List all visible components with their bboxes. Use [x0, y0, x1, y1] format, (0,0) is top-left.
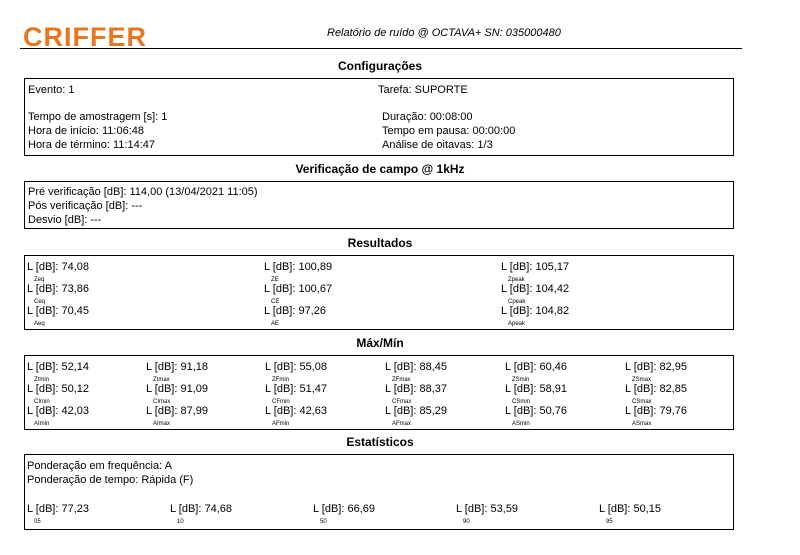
maxmin-value: L [dB]: 88,45: [385, 361, 447, 373]
maxmin-value: L [dB]: 91,18: [146, 361, 208, 373]
resultado-subscript: CE: [271, 299, 280, 305]
resultado-value: L [dB]: 100,89: [264, 261, 333, 273]
estatisticos-box: [24, 454, 734, 530]
section-title-maxmin: Máx/Mín: [356, 336, 404, 350]
resultado-value: L [dB]: 73,86: [27, 283, 89, 295]
estatistico-subscript: 10: [177, 519, 184, 525]
estatistico-value: L [dB]: 77,23: [27, 503, 89, 515]
maxmin-value: L [dB]: 87,99: [146, 405, 208, 417]
resultado-value: L [dB]: 97,26: [264, 305, 326, 317]
resultado-value: L [dB]: 70,45: [27, 305, 89, 317]
resultado-subscript: Zeq: [34, 277, 45, 283]
resultado-value: L [dB]: 74,08: [27, 261, 89, 273]
maxmin-subscript: ZSmin: [512, 377, 530, 383]
maxmin-value: L [dB]: 82,95: [625, 361, 687, 373]
resultado-subscript: Ceq: [34, 299, 46, 305]
maxmin-subscript: AImax: [153, 421, 171, 427]
resultado-subscript: Apeak: [508, 321, 526, 327]
pos-verificacao-text: Pós verificação [dB]: ---: [28, 200, 143, 212]
maxmin-subscript: ZSmax: [632, 377, 652, 383]
maxmin-subscript: CSmin: [512, 399, 531, 405]
pre-verificacao-text: Pré verificação [dB]: 114,00 (13/04/2021 11:05): [28, 186, 258, 198]
section-title-configuracoes: Configurações: [337, 59, 422, 73]
maxmin-value: L [dB]: 50,12: [27, 383, 89, 395]
desvio-text: Desvio [dB]: ---: [28, 214, 102, 226]
ponderacao-frequencia-text: Ponderação em frequência: A: [27, 460, 172, 472]
maxmin-value: L [dB]: 42,63: [265, 405, 327, 417]
maxmin-value: L [dB]: 82,85: [625, 383, 687, 395]
hora-termino-text: Hora de término: 11:14:47: [28, 139, 155, 151]
duracao-text: Duração: 00:08:00: [382, 111, 473, 123]
maxmin-subscript: Ztmin: [34, 377, 49, 383]
estatistico-value: L [dB]: 74,68: [170, 503, 232, 515]
maxmin-value: L [dB]: 51,47: [265, 383, 327, 395]
resultados-box: [24, 255, 734, 330]
maxmin-value: L [dB]: 79,76: [625, 405, 687, 417]
resultado-subscript: AE: [271, 321, 280, 327]
maxmin-value: L [dB]: 58,91: [505, 383, 567, 395]
estatistico-value: L [dB]: 66,69: [313, 503, 375, 515]
estatistico-subscript: 50: [320, 519, 327, 525]
resultado-subscript: Cpeak: [508, 299, 526, 305]
tarefa-text: Tarefa: SUPORTE: [378, 84, 468, 96]
tempo-amostragem-text: Tempo de amostragem [s]: 1: [28, 111, 168, 123]
section-title-estatisticos: Estatísticos: [346, 435, 414, 449]
criffer-logo: CRIFFER: [23, 22, 147, 52]
ponderacao-tempo-text: Ponderação de tempo: Rápida (F): [27, 474, 194, 486]
maxmin-value: L [dB]: 50,76: [505, 405, 567, 417]
maxmin-subscript: AFmax: [392, 421, 412, 427]
maxmin-subscript: AImin: [34, 421, 50, 427]
verificacao-box: [24, 181, 734, 229]
analise-oitavas-text: Análise de oitavas: 1/3: [382, 139, 493, 151]
maxmin-subscript: AFmin: [272, 421, 290, 427]
maxmin-subscript: ZFmax: [392, 377, 411, 383]
hora-inicio-text: Hora de início: 11:06:48: [28, 125, 144, 137]
configuracoes-box: [24, 78, 734, 156]
maxmin-subscript: ASmax: [632, 421, 652, 427]
maxmin-value: L [dB]: 88,37: [385, 383, 447, 395]
maxmin-subscript: Ztmax: [153, 377, 170, 383]
maxmin-value: L [dB]: 52,14: [27, 361, 89, 373]
estatistico-value: L [dB]: 50,15: [599, 503, 661, 515]
report-title: Relatório de ruído @ OCTAVA+ SN: 035000480: [327, 27, 561, 39]
resultado-value: L [dB]: 100,67: [264, 283, 333, 295]
maxmin-value: L [dB]: 55,08: [265, 361, 327, 373]
estatistico-subscript: 90: [463, 519, 470, 525]
resultado-value: L [dB]: 104,82: [501, 305, 570, 317]
resultado-subscript: Aeq: [34, 321, 45, 327]
header-divider: [20, 48, 742, 49]
estatistico-subscript: 05: [34, 519, 41, 525]
maxmin-subscript: CFmax: [392, 399, 412, 405]
section-title-resultados: Resultados: [347, 236, 413, 250]
maxmin-value: L [dB]: 42,03: [27, 405, 89, 417]
maxmin-subscript: CImin: [34, 399, 50, 405]
resultado-value: L [dB]: 104,42: [501, 283, 570, 295]
resultado-subscript: Zpeak: [508, 277, 525, 283]
maxmin-value: L [dB]: 91,09: [146, 383, 208, 395]
maxmin-subscript: CFmin: [272, 399, 290, 405]
maxmin-subscript: CImax: [153, 399, 171, 405]
resultado-subscript: ZE: [271, 277, 279, 283]
maxmin-subscript: CSmax: [632, 399, 652, 405]
resultado-value: L [dB]: 105,17: [501, 261, 570, 273]
estatistico-value: L [dB]: 53,59: [456, 503, 518, 515]
evento-text: Evento: 1: [28, 84, 75, 96]
tempo-pausa-text: Tempo em pausa: 00:00:00: [382, 125, 516, 137]
section-title-verificacao: Verificação de campo @ 1kHz: [295, 162, 465, 176]
maxmin-value: L [dB]: 85,29: [385, 405, 447, 417]
maxmin-value: L [dB]: 60,46: [505, 361, 567, 373]
estatistico-subscript: 95: [606, 519, 613, 525]
maxmin-subscript: ASmin: [512, 421, 530, 427]
maxmin-subscript: ZFmin: [272, 377, 289, 383]
maxmin-box: [24, 355, 734, 430]
